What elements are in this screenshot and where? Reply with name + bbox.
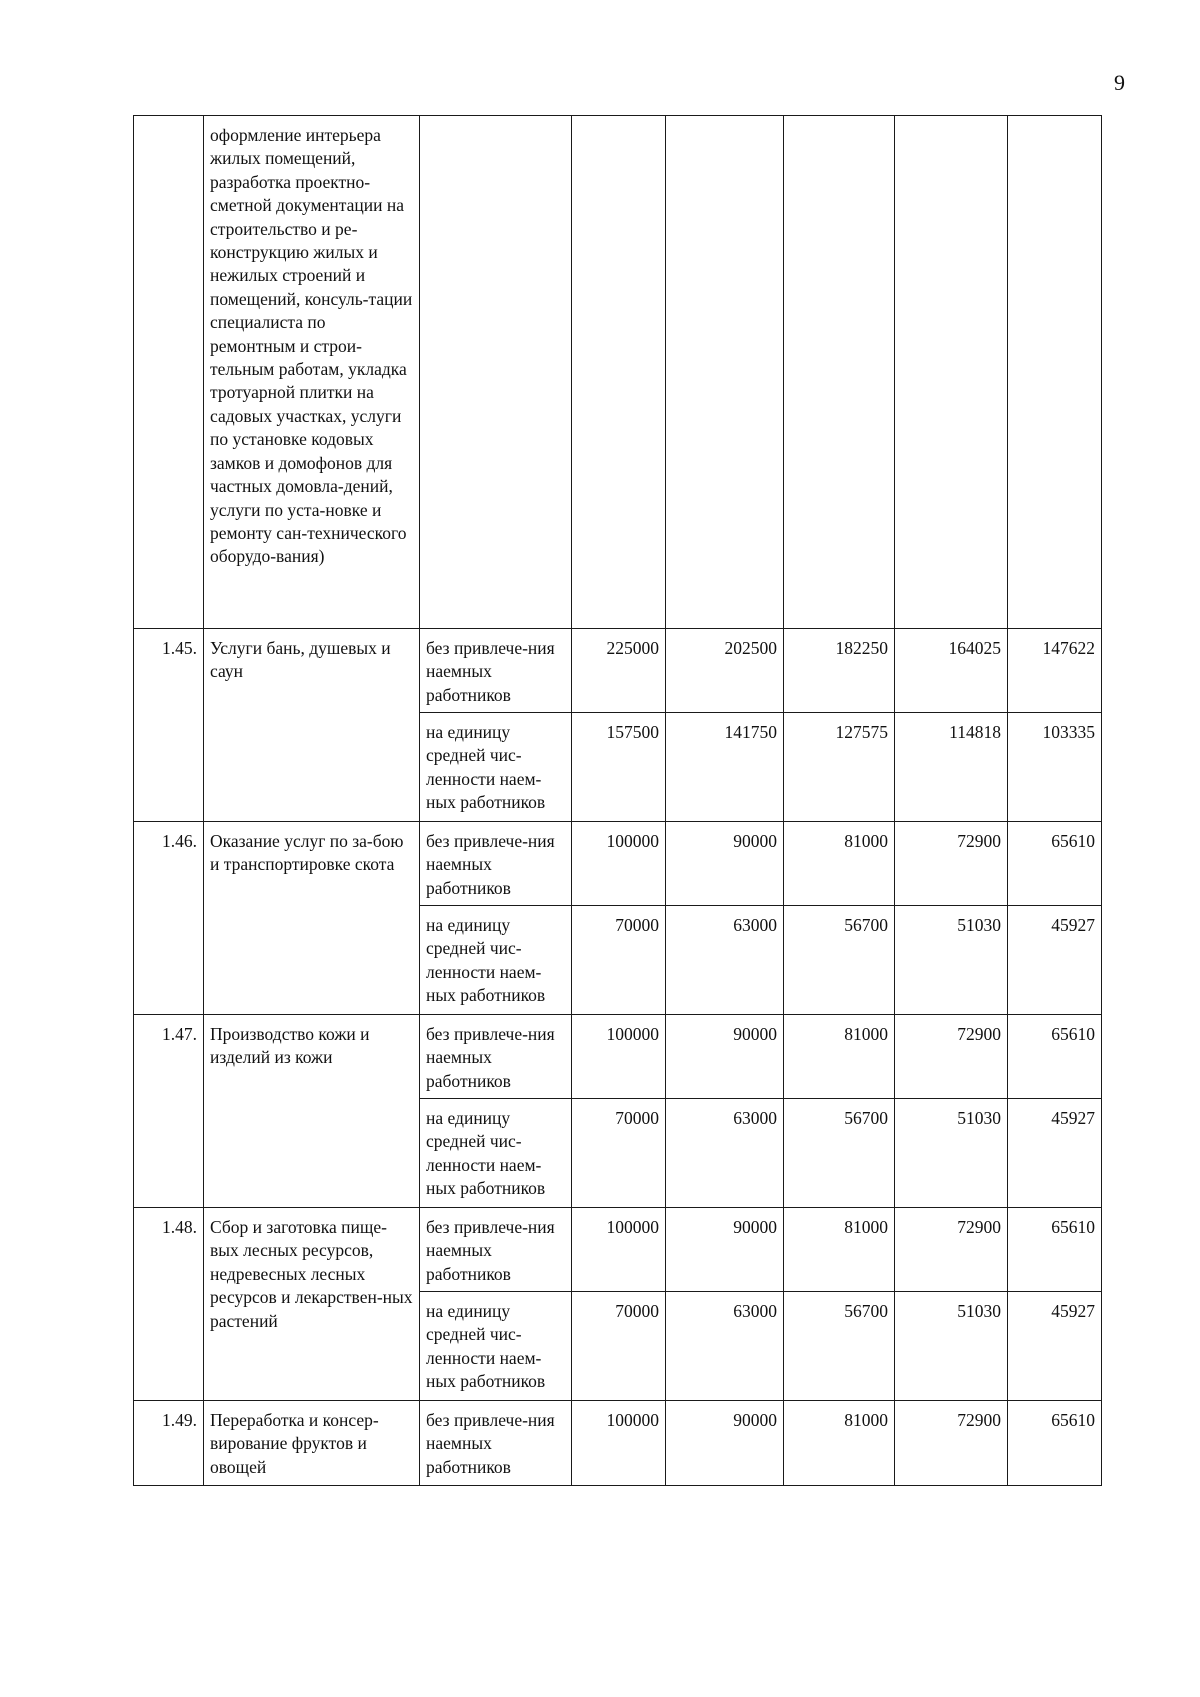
- value-cell: 164025: [895, 629, 1008, 713]
- condition-cell: без привлече-ния наемных работников: [420, 822, 572, 906]
- value-cell: 56700: [784, 1292, 895, 1401]
- condition-cell: на единицу средней чис-ленности наем-ных работников: [420, 1292, 572, 1401]
- value-cell: 51030: [895, 906, 1008, 1015]
- condition-cell: без привлече-ния наемных работников: [420, 629, 572, 713]
- value-cell: 72900: [895, 1015, 1008, 1099]
- table-row: [134, 1401, 1102, 1486]
- row-number-cell: 1.48.: [134, 1208, 204, 1401]
- value-cell: 141750: [666, 713, 784, 822]
- value-cell: 81000: [784, 1208, 895, 1292]
- table-row: [134, 1015, 1102, 1099]
- value-cell: 70000: [572, 1099, 666, 1208]
- value-cell: 90000: [666, 1208, 784, 1292]
- value-cell: 81000: [784, 1015, 895, 1099]
- value-cell: 127575: [784, 713, 895, 822]
- row-number-cell: [134, 116, 204, 629]
- value-cell: 103335: [1008, 713, 1102, 822]
- row-number-cell: 1.47.: [134, 1015, 204, 1208]
- value-cell: 63000: [666, 1099, 784, 1208]
- value-cell: 225000: [572, 629, 666, 713]
- condition-cell: на единицу средней чис-ленности наем-ных работников: [420, 713, 572, 822]
- page-number: 9: [1114, 70, 1125, 95]
- value-cell: 51030: [895, 1099, 1008, 1208]
- condition-cell: на единицу средней чис-ленности наем-ных работников: [420, 906, 572, 1015]
- value-cell: 70000: [572, 906, 666, 1015]
- activity-name-cell: Производство кожи и изделий из кожи: [204, 1015, 420, 1208]
- table-row: [134, 116, 1102, 629]
- value-cell: 45927: [1008, 1292, 1102, 1401]
- value-cell: 90000: [666, 1015, 784, 1099]
- value-cell: 114818: [895, 713, 1008, 822]
- condition-cell: на единицу средней чис-ленности наем-ных работников: [420, 1099, 572, 1208]
- value-cell: 157500: [572, 713, 666, 822]
- row-number-cell: 1.49.: [134, 1401, 204, 1486]
- value-cell: 65610: [1008, 1401, 1102, 1486]
- value-cell: 202500: [666, 629, 784, 713]
- row-number-cell: 1.46.: [134, 822, 204, 1015]
- value-cell: 72900: [895, 822, 1008, 906]
- value-cell: 90000: [666, 822, 784, 906]
- value-cell: 56700: [784, 906, 895, 1015]
- value-cell: 81000: [784, 1401, 895, 1486]
- value-cell: 90000: [666, 1401, 784, 1486]
- value-cell: 65610: [1008, 1015, 1102, 1099]
- value-cell: 182250: [784, 629, 895, 713]
- activity-name-cell: Сбор и заготовка пище-вых лесных ресурсов, недревесных лесных ресурсов и лекарствен-ных растений: [204, 1208, 420, 1401]
- value-cell: 100000: [572, 1208, 666, 1292]
- value-cell: 100000: [572, 1401, 666, 1486]
- value-cell: 63000: [666, 906, 784, 1015]
- table-row: [134, 629, 1102, 713]
- activity-name-cell: Услуги бань, душевых и саун: [204, 629, 420, 822]
- value-cell: 147622: [1008, 629, 1102, 713]
- activity-name-cell: Переработка и консер-вирование фруктов и овощей: [204, 1401, 420, 1486]
- row-number-cell: 1.45.: [134, 629, 204, 822]
- value-cell: 45927: [1008, 1099, 1102, 1208]
- table-row: [134, 822, 1102, 906]
- value-cell: 70000: [572, 1292, 666, 1401]
- activity-name-cell: оформление интерьера жилых помещений, разработка проектно-сметной документации на строительство и ре-конструкцию жилых и нежилых строений и помещений, консуль-тации специалиста по ремонтным и строи-тельным работам, укладка тротуарной плитки на садовых участках, услуги по установке кодовых замков и домофонов для частных домовла-дений, услуги по уста-новке и ремонту сан-технического оборудо-вания): [204, 116, 420, 629]
- value-cell: 65610: [1008, 822, 1102, 906]
- condition-cell: без привлече-ния наемных работников: [420, 1208, 572, 1292]
- value-cell: 45927: [1008, 906, 1102, 1015]
- rates-table: [133, 115, 1102, 1486]
- value-cell: 81000: [784, 822, 895, 906]
- condition-cell: без привлече-ния наемных работников: [420, 1015, 572, 1099]
- activity-name-cell: Оказание услуг по за-бою и транспортировке скота: [204, 822, 420, 1015]
- value-cell: 63000: [666, 1292, 784, 1401]
- table-row: [134, 1208, 1102, 1292]
- value-cell: 51030: [895, 1292, 1008, 1401]
- value-cell: 65610: [1008, 1208, 1102, 1292]
- condition-cell: без привлече-ния наемных работников: [420, 1401, 572, 1486]
- value-cell: 72900: [895, 1401, 1008, 1486]
- value-cell: 72900: [895, 1208, 1008, 1292]
- value-cell: 100000: [572, 822, 666, 906]
- value-cell: 100000: [572, 1015, 666, 1099]
- value-cell: 56700: [784, 1099, 895, 1208]
